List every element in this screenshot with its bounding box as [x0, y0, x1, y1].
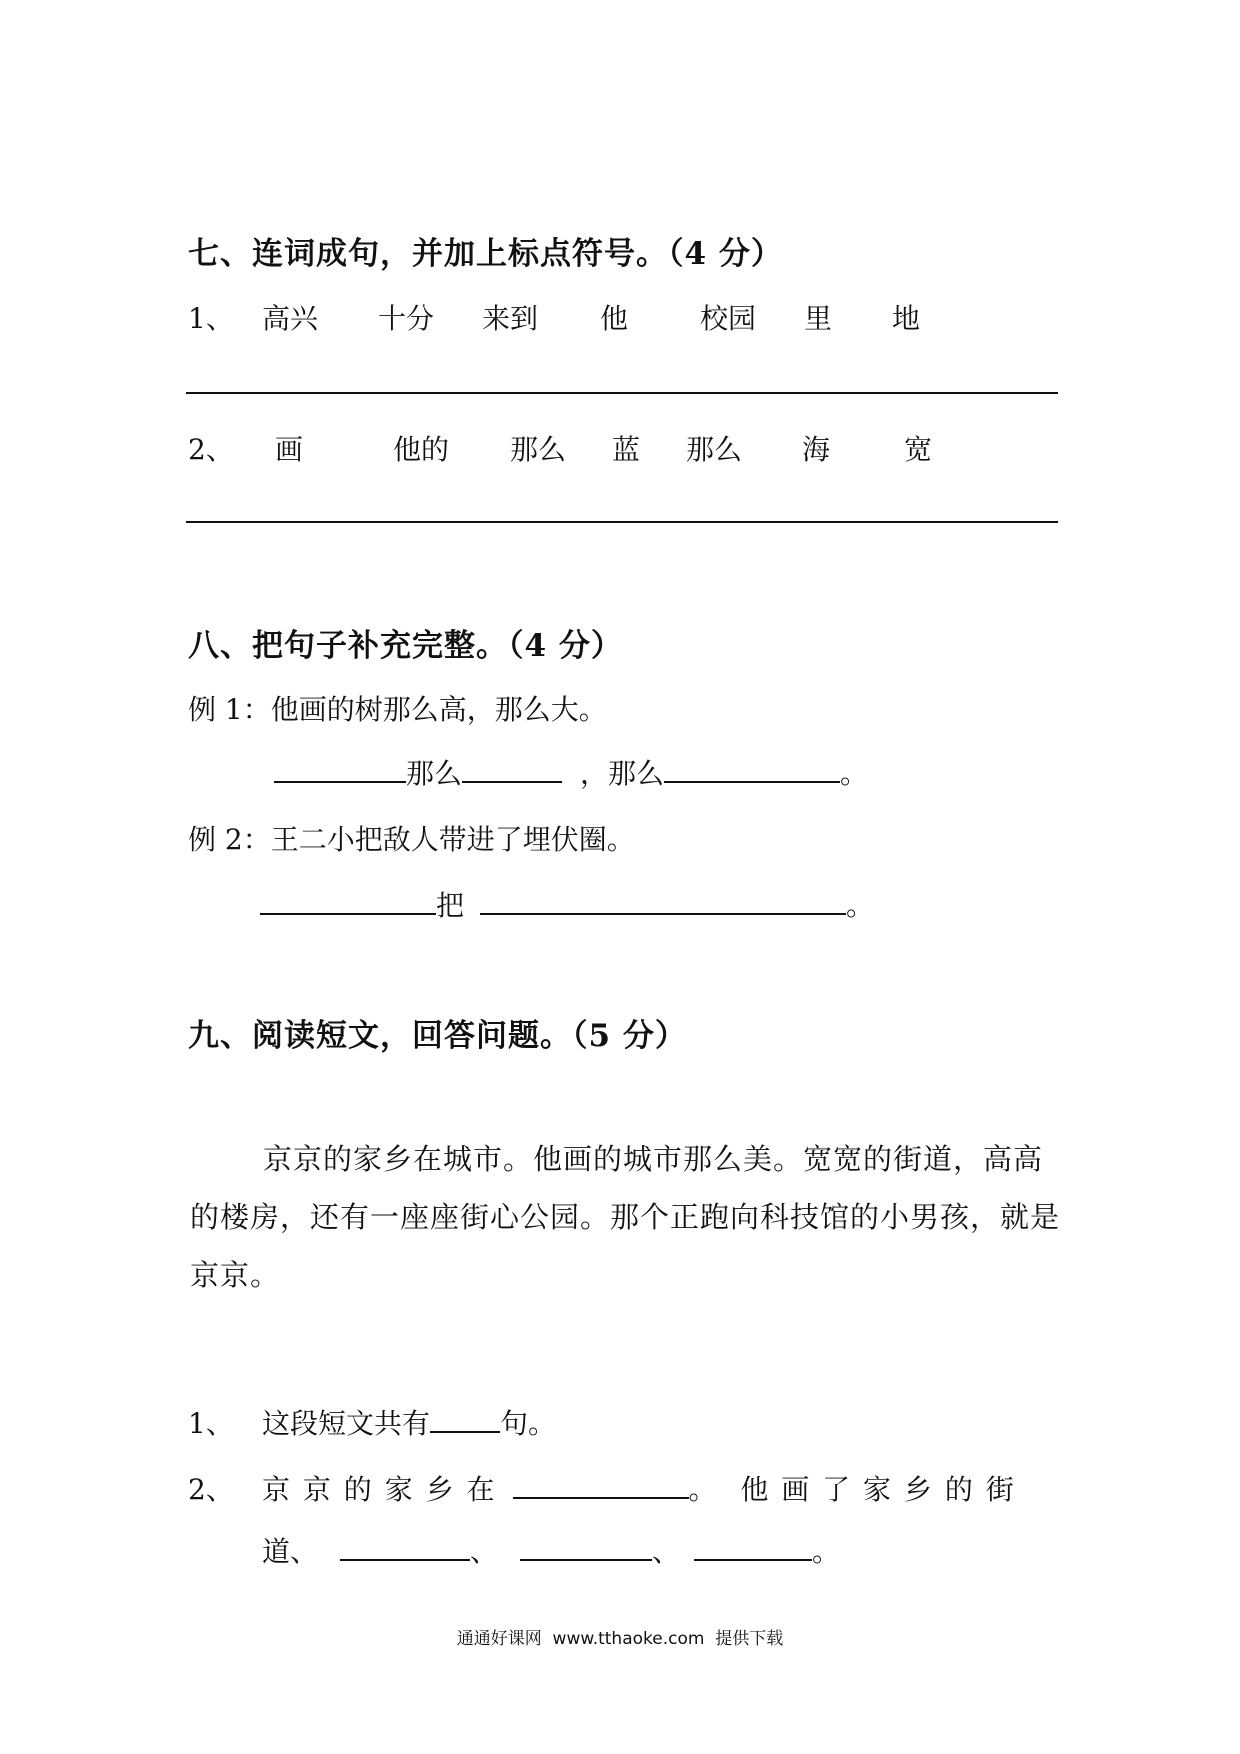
- word-comma-name-me: ，那么: [580, 757, 665, 790]
- word: 校园: [700, 302, 757, 335]
- blank-field[interactable]: [513, 1471, 689, 1499]
- separator: 、: [470, 1535, 499, 1568]
- section-9-heading: 九、阅读短文，回答问题。（5 分）: [188, 1018, 687, 1054]
- word: 里: [804, 302, 833, 335]
- word: 海: [802, 433, 831, 466]
- question-number: 1、: [188, 1407, 234, 1440]
- word: 十分: [378, 302, 435, 335]
- blank-field[interactable]: [274, 755, 406, 783]
- question-number: 2、: [188, 1473, 234, 1506]
- word: 那么: [686, 433, 743, 466]
- example-1-fill-row: [274, 752, 868, 792]
- blank-field[interactable]: [520, 1533, 652, 1561]
- question-1-row: [262, 1402, 556, 1442]
- blank-field[interactable]: [664, 755, 840, 783]
- blank-field[interactable]: [480, 887, 846, 915]
- period: 。: [812, 1535, 841, 1568]
- example-2-fill-row: [260, 884, 874, 924]
- word: 宽: [904, 433, 933, 466]
- section-8-heading: 八、把句子补充完整。（4 分）: [188, 628, 623, 664]
- example-2-text: 例 2：王二小把敌人带进了埋伏圈。: [188, 823, 635, 856]
- answer-line[interactable]: [186, 392, 1058, 394]
- word: 那么: [510, 433, 567, 466]
- question-number: 1、: [188, 302, 234, 335]
- word-ba: 把: [436, 889, 465, 922]
- blank-field[interactable]: [260, 887, 436, 915]
- question-1-end: 句。: [500, 1407, 557, 1440]
- question-number: 2、: [188, 433, 234, 466]
- answer-line[interactable]: [186, 521, 1058, 523]
- word: 蓝: [612, 433, 641, 466]
- question-2-line2-start: 道、: [262, 1535, 319, 1568]
- example-1-text: 例 1：他画的树那么高，那么大。: [188, 693, 607, 726]
- question-1-text: 这段短文共有: [262, 1407, 431, 1440]
- blank-field[interactable]: [340, 1533, 470, 1561]
- reading-passage: 京京的家乡在城市。他画的城市那么美。宽宽的街道，高高的楼房，还有一座座街心公园。那个正跑向科技馆的小男孩，就是京京。: [190, 1142, 1061, 1292]
- blank-field[interactable]: [462, 755, 562, 783]
- section-7-heading: 七、连词成句，并加上标点符号。（4 分）: [188, 236, 783, 272]
- word-name-me: 那么: [406, 757, 463, 790]
- word: 来到: [482, 302, 539, 335]
- separator: 、: [652, 1535, 681, 1568]
- word: 画: [275, 433, 304, 466]
- word: 地: [892, 302, 921, 335]
- period: 。: [846, 889, 875, 922]
- blank-field[interactable]: [694, 1533, 812, 1561]
- question-2-row-2: [262, 1530, 840, 1570]
- word: 他的: [393, 433, 450, 466]
- word: 他: [600, 302, 629, 335]
- question-2-text-mid: 。 他 画 了 家 乡 的 街: [688, 1473, 1016, 1506]
- question-2-text: 京 京 的 家 乡 在: [262, 1473, 497, 1506]
- word: 高兴: [262, 302, 319, 335]
- footer-credit: 通通好课网 www.tthaoke.com 提供下载: [456, 1629, 784, 1649]
- question-2-row-1: [262, 1468, 1016, 1508]
- blank-field[interactable]: [430, 1405, 500, 1433]
- period: 。: [840, 757, 869, 790]
